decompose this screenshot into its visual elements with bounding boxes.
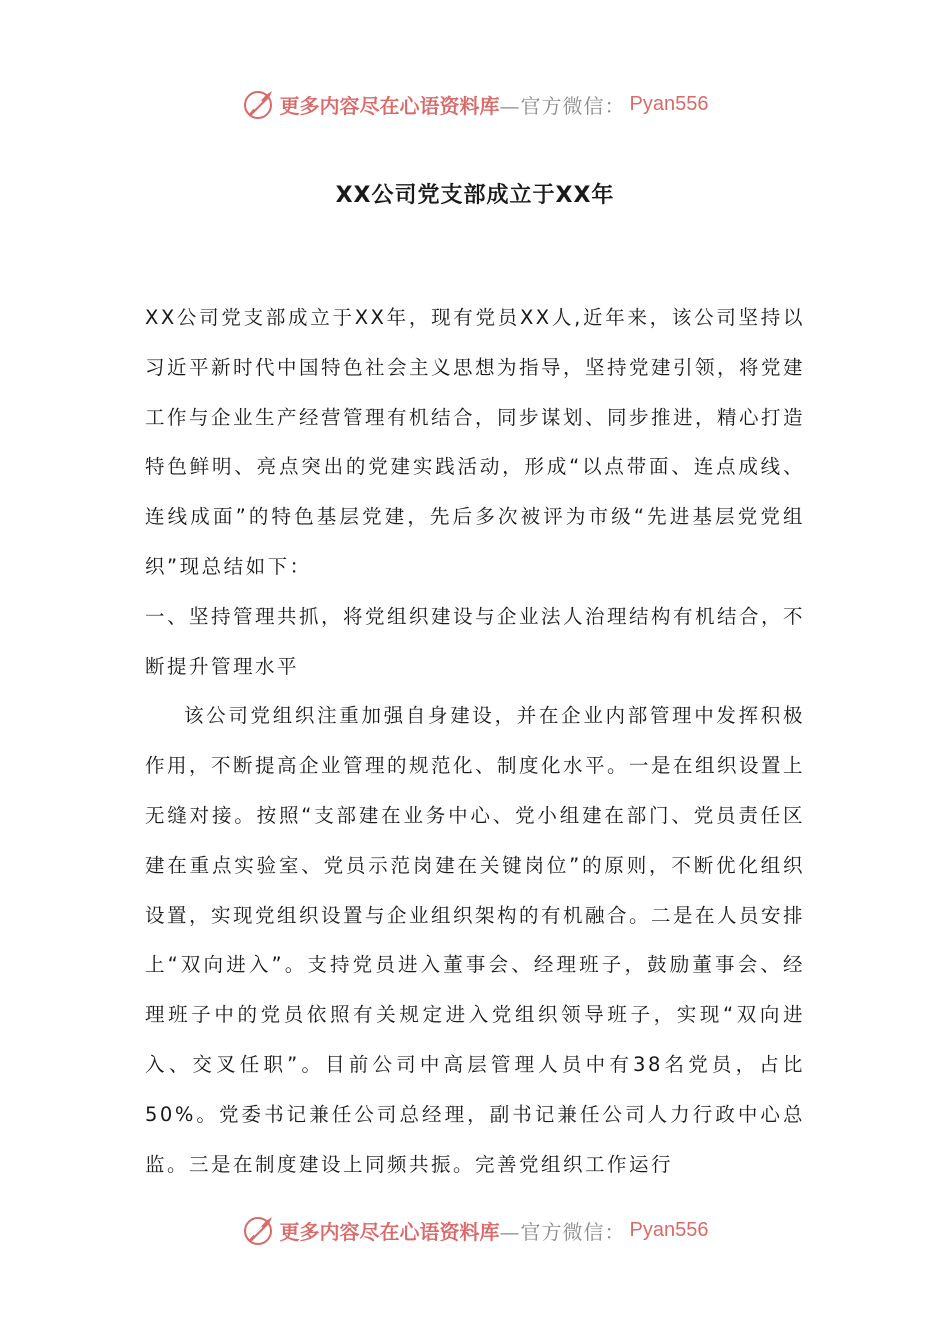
watermark-text — [280, 90, 709, 119]
document-title: XX公司党支部成立于XX年 — [335, 183, 615, 208]
watermark-site-name: 更多内容尽在心语资料库 — [279, 93, 500, 118]
watermark-site-name: 更多内容尽在心语资料库 — [279, 1219, 500, 1244]
document-body — [145, 293, 805, 1189]
footer-watermark — [0, 1208, 950, 1252]
header-watermark — [0, 82, 950, 126]
watermark-text — [280, 1216, 709, 1245]
paragraph-intro: XX公司党支部成立于XX年，现有党员XX人,近年来，该公司坚持以习近平新时代中国特色社会主义思想为指导，坚持党建引领，将党建工作与企业生产经营管理有机结合，同步谋划、同步推进，精心打造特色鲜明、亮点突出的党建实践活动，形成“以点带面、连点成线、连线成面”的特色基层党建，先后多次被评为市级“先进基层党党组织”现总结如下： — [145, 306, 806, 578]
quill-logo-icon — [242, 1213, 276, 1247]
section-heading-1: 一、坚持管理共抓，将党组织建设与企业法人治理结构有机结合，不断提升管理水平 — [145, 604, 806, 678]
paragraph-section-1: 该公司党组织注重加强自身建设，并在企业内部管理中发挥积极作用，不断提高企业管理的规范化、制度化水平。一是在组织设置上无缝对接。按照“支部建在业务中心、党小组建在部门、党员责任区建在重点实验室、党员示范岗建在关键岗位”的原则，不断优化组织设置，实现党组织设置与企业组织架构的有机融合。二是在人员安排上“双向进入”。支持党员进入董事会、经理班子，鼓励董事会、经理班子中的党员依照有关规定进入党组织领导班子，实现“双向进入、交叉任职”。目前公司中高层管理人员中有38名党员，占比50%。党委书记兼任公司总经理，副书记兼任公司人力行政中心总监。三是在制度建设上同频共振。完善党组织工作运行 — [145, 704, 806, 1176]
quill-logo-icon — [242, 87, 276, 121]
watermark-account: Pyan556 — [629, 92, 709, 115]
watermark-label: —官方微信： — [499, 1219, 626, 1244]
watermark-label: —官方微信： — [499, 93, 626, 118]
watermark-account: Pyan556 — [629, 1218, 709, 1241]
